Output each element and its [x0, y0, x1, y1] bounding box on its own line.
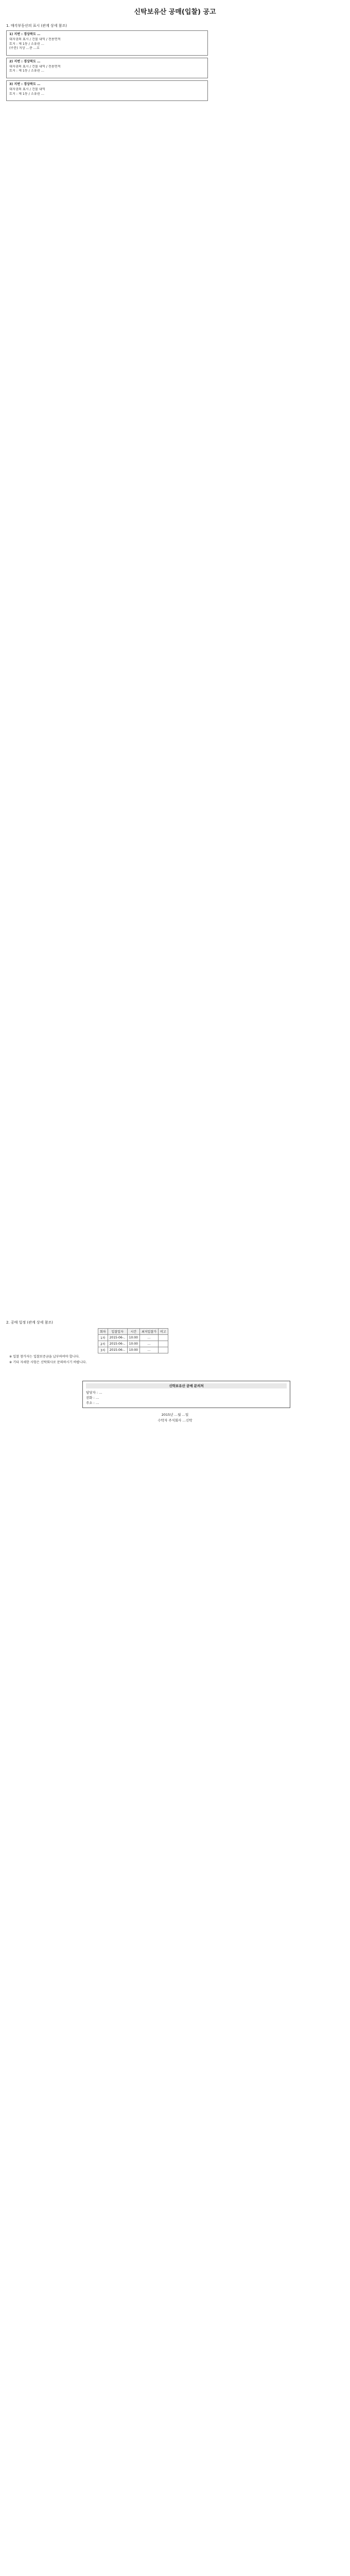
- property-line: 대지권의 표시 / 건물 내역: [9, 88, 45, 92]
- property-box-2: [6, 58, 208, 78]
- property-line: 대지권의 표시 / 건물 내역 / 전용면적: [9, 38, 61, 42]
- table-cell: ...: [139, 1347, 158, 1353]
- property-line: 대지권의 표시 / 건물 내역 / 전용면적: [9, 65, 61, 69]
- property-box-1: [6, 30, 208, 56]
- table-cell: ...: [139, 1341, 158, 1347]
- table-cell: 2차: [98, 1341, 108, 1347]
- column-header: 입찰일자: [108, 1329, 127, 1335]
- table-cell: 1차: [98, 1335, 108, 1341]
- column-header: 비고: [158, 1329, 168, 1335]
- page-title: 신탁보유산 공매(입찰) 공고: [134, 8, 216, 16]
- section-2-heading: 2. 공매 일정 (관계 상세 참조): [6, 1320, 53, 1325]
- property-line: (구분) 지상 …층 …호: [9, 46, 40, 50]
- table-row: [98, 1347, 168, 1353]
- column-header: 회차: [98, 1329, 108, 1335]
- contact-heading: 신탁보유산 공매 문의처: [86, 1383, 287, 1388]
- table-cell: 2015-06-..: [108, 1347, 127, 1353]
- property-line: 토지 : 제 1동 / 소유권 …: [9, 92, 44, 96]
- column-header: 최저입찰가: [139, 1329, 158, 1335]
- table-cell: 3차: [98, 1347, 108, 1353]
- table-cell: [158, 1347, 168, 1353]
- table-header-row: [98, 1329, 168, 1335]
- issuer-name: 수탁자 주식회사 …신탁: [157, 1418, 192, 1422]
- note-text: ※ 기타 자세한 사항은 신탁회사로 문의하시기 바랍니다.: [9, 1361, 87, 1365]
- note-text: ※ 입찰 참가자는 입찰보증금을 납부하여야 합니다.: [9, 1355, 80, 1359]
- document-body-spacer: [5, 101, 345, 1317]
- table-cell: 2015-06-..: [108, 1335, 127, 1341]
- table-cell: 10:00: [127, 1341, 139, 1347]
- table-cell: 10:00: [127, 1335, 139, 1341]
- contact-line: 담당자 : …: [86, 1390, 102, 1395]
- table-row: [98, 1335, 168, 1341]
- document-page: [5, 0, 345, 1422]
- table-cell: [158, 1335, 168, 1341]
- table-cell: [158, 1341, 168, 1347]
- table-cell: 2015-06-..: [108, 1341, 127, 1347]
- contact-box: [82, 1381, 290, 1408]
- notice-date: 2015년 …월 …일: [161, 1412, 189, 1417]
- property-line: 토지 : 제 1동 / 소유권 …: [9, 42, 44, 46]
- property-box-title: 2) 지번 : 경상북도 …: [9, 59, 41, 63]
- section-1-heading: 1. 매각부동산의 표시 (관계 상세 참조): [6, 24, 67, 28]
- schedule-table: [98, 1328, 168, 1353]
- property-line: 토지 : 제 1동 / 소유권 …: [9, 69, 44, 73]
- contact-line: 주소 : …: [86, 1400, 99, 1405]
- property-box-title: 1) 지번 : 경상북도 …: [9, 32, 41, 36]
- property-box-3: [6, 80, 208, 101]
- table-cell: ...: [139, 1335, 158, 1341]
- table-row: [98, 1341, 168, 1347]
- property-box-title: 3) 지번 : 경상북도 …: [9, 82, 41, 86]
- contact-line: 전화 : …: [86, 1395, 99, 1400]
- column-header: 시간: [127, 1329, 139, 1335]
- table-cell: 10:00: [127, 1347, 139, 1353]
